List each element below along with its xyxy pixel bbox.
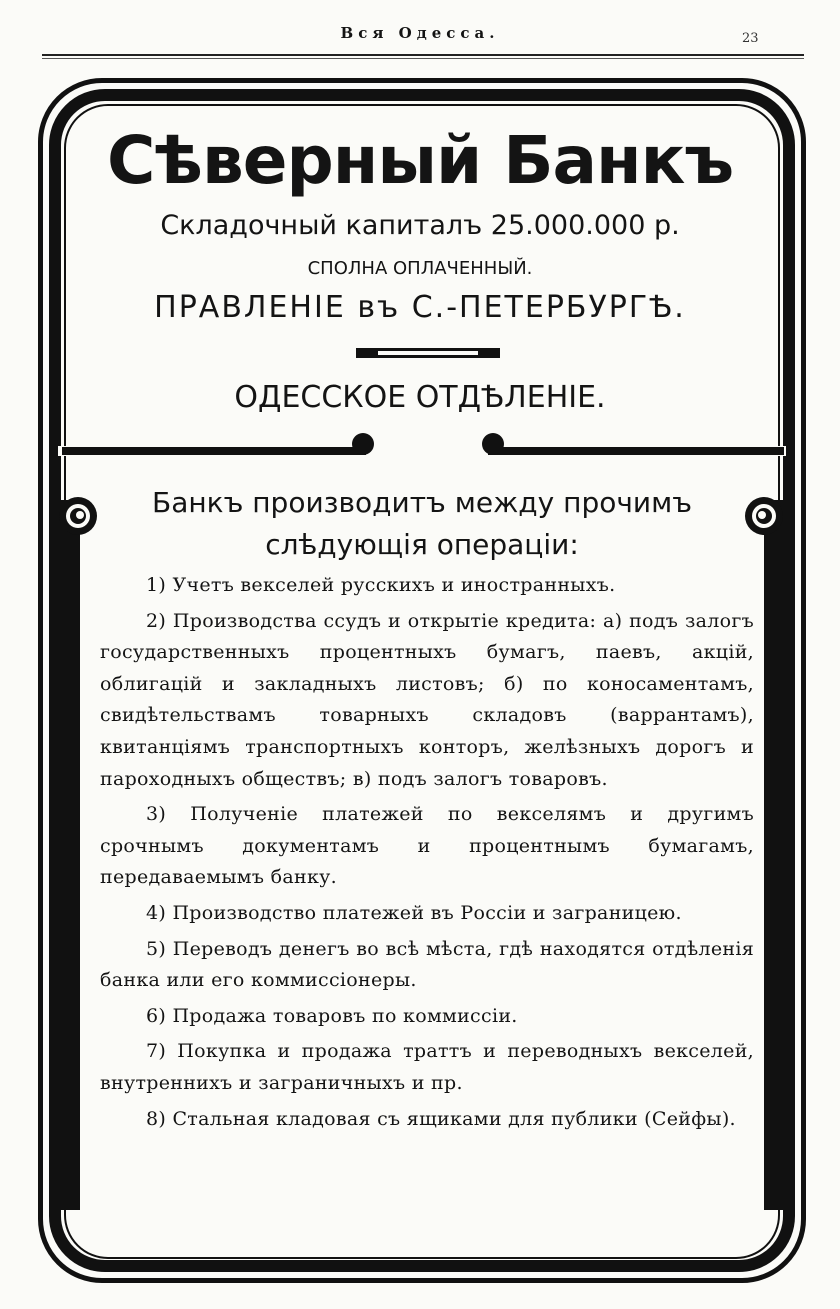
bank-name: Сѣверный Банкъ <box>106 122 734 199</box>
paid-up-line: СПОЛНА ОПЛАЧЕННЫЙ. <box>307 258 533 279</box>
lower-panel-right-border <box>764 500 784 1210</box>
header-rule <box>42 54 804 59</box>
operations-heading-line: Банкъ производитъ между прочимъ <box>151 486 692 519</box>
running-head <box>0 24 840 48</box>
operations-heading-line: слѣдующія операціи: <box>265 528 579 561</box>
operation-item: 6) Продажа товаровъ по коммиссіи. <box>146 1004 518 1027</box>
operation-item: 7) Покупка и продажа траттъ и переводныхъ векселей, внутреннихъ и заграничныхъ и пр. <box>100 1040 754 1094</box>
branch-line: ОДЕССКОЕ ОТДѢЛЕНІЕ. <box>234 380 606 415</box>
panel-divider-left <box>62 447 366 455</box>
lower-panel-left-border <box>60 500 80 1210</box>
divider-ball-ornament <box>482 433 504 455</box>
operation-item: 2) Производства ссудъ и открытіе кредита: а) подъ залогъ государственныхъ процентныхъ бумагъ, паевъ, акцій, облигацій и закладныхъ листовъ; б) по коносаментамъ, свидѣтельствамъ товарныхъ складовъ (варрантамъ), квитанціямъ транспортныхъ конторъ, желѣзныхъ дорогъ и пароходныхъ обществъ; в) подъ залогъ товаровъ. <box>100 609 754 790</box>
operations-list <box>100 570 754 1139</box>
operation-item: 8) Стальная кладовая съ ящиками для публики (Сейфы). <box>146 1107 736 1130</box>
capital-line: Складочный капиталъ 25.000.000 р. <box>160 210 680 241</box>
operations-heading <box>80 482 764 566</box>
head-office-line: ПРАВЛЕНІЕ въ С.-ПЕТЕРБУРГѢ. <box>154 290 686 325</box>
running-title: Вся Одесса. <box>340 24 500 42</box>
operation-item: 3) Полученіе платежей по векселямъ и другимъ срочнымъ документамъ и процентнымъ бумагамъ, передаваемымъ банку. <box>100 803 754 889</box>
page-number: 23 <box>742 31 759 46</box>
panel-divider-right <box>488 447 784 455</box>
operation-item: 5) Переводъ денегъ во всѣ мѣста, гдѣ находятся отдѣленія банка или его коммиссіонеры. <box>100 937 754 992</box>
ornamental-rule <box>356 348 500 358</box>
divider-ball-ornament <box>352 433 374 455</box>
operation-item: 4) Производство платежей въ Россіи и заграницею. <box>146 901 682 924</box>
operation-item: 1) Учетъ векселей русскихъ и иностранныхъ. <box>146 574 616 596</box>
